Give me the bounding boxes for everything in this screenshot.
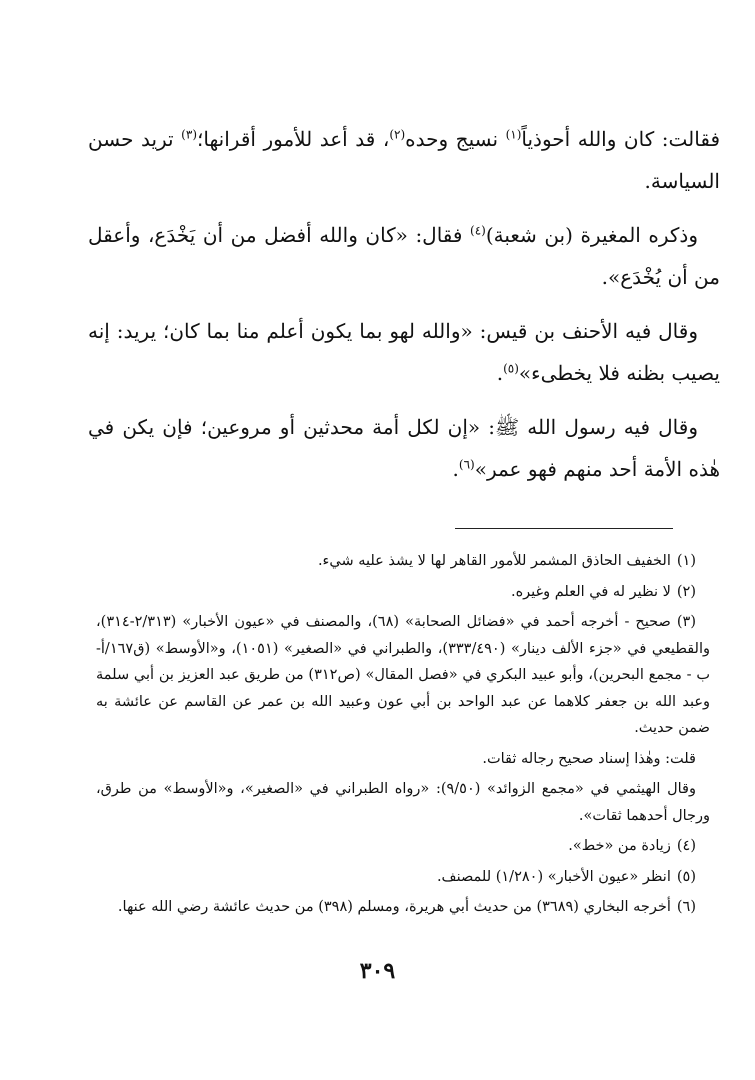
footnote-1 — [96, 548, 710, 575]
text-run: فقال: «كان والله أفضل من أن يَخْدَع، وأعقل من أن يُخْدَع». — [88, 223, 720, 289]
text-run: ، قد أعد للأمور أقرانها؛ — [197, 127, 390, 151]
text-run: وقال فيه الأحنف بن قيس: «والله لهو بما يكون أعلم منا بما كان؛ يريد: إنه يصيب بظنه فلا يخطىء» — [88, 319, 720, 385]
footnote-number: (٦) — [676, 899, 696, 915]
paragraph-1 — [88, 118, 720, 202]
footnote-text: زيادة من «خط». — [568, 838, 671, 854]
footnote-number: (٥) — [676, 868, 696, 885]
text-run: . — [452, 457, 459, 481]
paragraph-3 — [88, 310, 720, 394]
footnote-ref-3[interactable]: (٣) — [181, 127, 197, 142]
text-run: وذكره المغيرة (بن شعبة) — [485, 223, 698, 247]
footnote-2 — [96, 579, 710, 606]
footnote-number: (١) — [676, 553, 696, 569]
footnote-text: انظر «عيون الأخبار» (١/٢٨٠) للمصنف. — [436, 868, 671, 885]
text-run: وقال فيه رسول الله ﷺ: «إن لكل أمة محدثين أو مروعين؛ فإن يكن في هٰذه الأمة أحد منهم فهو عمر» — [88, 415, 720, 481]
footnote-text: لا نظير له في العلم وغيره. — [510, 583, 671, 600]
paragraph-2 — [88, 214, 720, 298]
footnote-number: (٣) — [676, 614, 696, 630]
main-text — [88, 118, 720, 502]
footnote-text: أخرجه البخاري (٣٦٨٩) من حديث أبي هريرة، ومسلم (٣٩٨) من حديث عائشة رضي الله عنها. — [117, 899, 671, 915]
footnote-ref-2[interactable]: (٢) — [389, 127, 406, 142]
text-run: نسيج وحده — [405, 127, 506, 151]
footnote-3 — [96, 609, 710, 742]
footnotes — [96, 548, 710, 925]
text-run: فقالت: كان والله أحوذياً — [521, 127, 721, 151]
footnote-number: (٢) — [676, 583, 696, 600]
footnote-ref-4[interactable]: (٤) — [470, 223, 486, 238]
footnote-divider — [455, 528, 673, 529]
text-run: تريد حسن السياسة. — [88, 127, 720, 193]
footnote-number: (٤) — [676, 838, 696, 854]
page-number: ٣٠٩ — [359, 958, 396, 984]
footnote-text: صحيح - أخرجه أحمد في «فضائل الصحابة» (٦٨)، والمصنف في «عيون الأخبار» (٢/٣١٣-٣١٤)، والقطيعي في «جزء الألف دينار» (٣٣٣/٤٩٠)، والطبراني في «الصغير» (١٠٥١)، و«الأوسط» (ق١٦٧/أ-ب - مجمع البحرين)، وأبو عبيد البكري في «فصل المقال» (ص٣١٢) من طريق عبد العزيز بن أبي سلمة وعبد الله بن جعفر كلاهما عن عبد الواحد بن أبي عون وعبيد الله بن عمر عن القاسم عن عائشة به ضمن حديث. — [96, 614, 711, 736]
footnote-6 — [96, 894, 710, 921]
footnote-ref-1[interactable]: (١) — [505, 127, 522, 142]
footnote-5 — [96, 864, 710, 891]
footnote-ref-6[interactable]: (٦) — [458, 457, 475, 472]
footnote-4 — [96, 833, 710, 860]
footnote-3-note: قلت: وهٰذا إسناد صحيح رجاله ثقات. — [482, 750, 696, 767]
paragraph-4 — [88, 406, 720, 490]
footnote-3-quote: وقال الهيثمي في «مجمع الزوائد» (٩/٥٠): «رواه الطبراني في «الصغير»، و«الأوسط» من طرق، ورجال أحدهما ثقات». — [96, 781, 710, 824]
text-run: . — [496, 361, 504, 385]
footnote-text: الخفيف الحاذق المشمر للأمور القاهر لها لا يشذ عليه شيء. — [317, 553, 671, 569]
footnote-ref-5[interactable]: (٥) — [503, 361, 519, 376]
